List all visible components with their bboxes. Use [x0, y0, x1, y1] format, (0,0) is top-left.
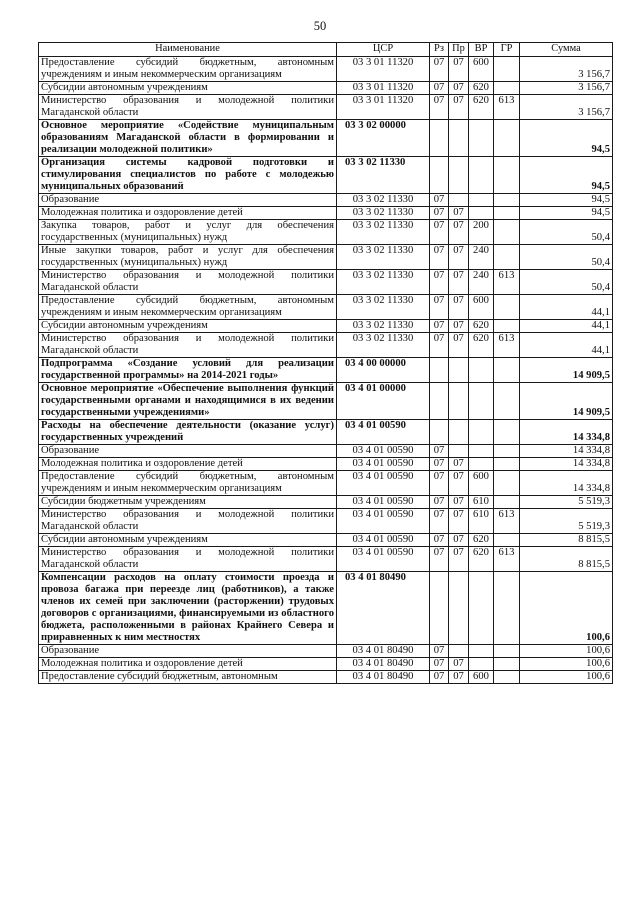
table-header-row: [39, 43, 613, 57]
cell-csr: 03 3 02 11330: [337, 320, 430, 333]
cell-gr: [494, 120, 520, 157]
cell-name: Расходы на обеспечение деятельности (оказание услуг) государственных учреждений: [39, 420, 337, 445]
cell-vr: 600: [469, 471, 494, 496]
cell-name: Предоставление субсидий бюджетным, автономным учреждениям и иным некоммерческим организациям: [39, 471, 337, 496]
cell-name: Министерство образования и молодежной политики Магаданской области: [39, 333, 337, 358]
cell-rz: 07: [430, 245, 449, 270]
cell-name: Субсидии автономным учреждениям: [39, 534, 337, 547]
cell-csr: 03 3 02 11330: [337, 194, 430, 207]
cell-pr: 07: [449, 320, 469, 333]
cell-csr: 03 4 01 00590: [337, 547, 430, 572]
cell-csr: 03 3 02 11330: [337, 220, 430, 245]
cell-gr: [494, 458, 520, 471]
cell-gr: [494, 445, 520, 458]
cell-csr: 03 3 02 11330: [337, 333, 430, 358]
cell-name: Образование: [39, 445, 337, 458]
table-row: [39, 120, 613, 157]
cell-rz: 07: [430, 220, 449, 245]
table-row: [39, 270, 613, 295]
cell-pr: 07: [449, 496, 469, 509]
cell-csr: 03 4 01 00590: [337, 509, 430, 534]
cell-name: Предоставление субсидий бюджетным, автономным учреждениям и иным некоммерческим организациям: [39, 57, 337, 82]
cell-vr: [469, 645, 494, 658]
cell-csr: 03 4 01 80490: [337, 671, 430, 684]
cell-sum: 14 334,8: [520, 445, 613, 458]
table-row: [39, 383, 613, 420]
cell-rz: 07: [430, 82, 449, 95]
header-gr: ГР: [494, 43, 520, 57]
cell-vr: [469, 458, 494, 471]
cell-sum: 100,6: [520, 671, 613, 684]
header-csr: ЦСР: [337, 43, 430, 57]
cell-rz: [430, 572, 449, 645]
cell-rz: 07: [430, 320, 449, 333]
header-sum: Сумма: [520, 43, 613, 57]
cell-pr: [449, 383, 469, 420]
cell-rz: 07: [430, 471, 449, 496]
cell-sum: 14 334,8: [520, 420, 613, 445]
cell-vr: [469, 194, 494, 207]
cell-gr: [494, 82, 520, 95]
cell-pr: 07: [449, 207, 469, 220]
header-rz: Рз: [430, 43, 449, 57]
cell-gr: [494, 57, 520, 82]
cell-sum: 14 334,8: [520, 471, 613, 496]
cell-csr: 03 4 01 00590: [337, 420, 430, 445]
cell-rz: [430, 120, 449, 157]
cell-sum: 5 519,3: [520, 509, 613, 534]
cell-pr: 07: [449, 471, 469, 496]
cell-name: Подпрограмма «Создание условий для реализации государственной программы» на 2014-2021 годы»: [39, 358, 337, 383]
table-row: [39, 57, 613, 82]
cell-csr: 03 3 02 00000: [337, 120, 430, 157]
cell-sum: 94,5: [520, 157, 613, 194]
cell-rz: 07: [430, 534, 449, 547]
table-row: [39, 496, 613, 509]
cell-rz: [430, 358, 449, 383]
cell-gr: [494, 295, 520, 320]
cell-sum: 14 909,5: [520, 383, 613, 420]
cell-vr: 240: [469, 245, 494, 270]
cell-vr: 240: [469, 270, 494, 295]
cell-rz: 07: [430, 547, 449, 572]
cell-rz: 07: [430, 496, 449, 509]
cell-vr: 610: [469, 509, 494, 534]
cell-name: Закупка товаров, работ и услуг для обеспечения государственных (муниципальных) нужд: [39, 220, 337, 245]
cell-name: Министерство образования и молодежной политики Магаданской области: [39, 270, 337, 295]
cell-rz: 07: [430, 207, 449, 220]
cell-gr: [494, 658, 520, 671]
table-row: [39, 458, 613, 471]
table-row: [39, 207, 613, 220]
cell-sum: 44,1: [520, 295, 613, 320]
table-row: [39, 245, 613, 270]
cell-name: Министерство образования и молодежной политики Магаданской области: [39, 509, 337, 534]
table-row: [39, 157, 613, 194]
cell-name: Субсидии автономным учреждениям: [39, 82, 337, 95]
cell-sum: 94,5: [520, 207, 613, 220]
cell-pr: [449, 645, 469, 658]
cell-gr: [494, 420, 520, 445]
cell-vr: [469, 358, 494, 383]
cell-sum: 3 156,7: [520, 57, 613, 82]
table-row: [39, 295, 613, 320]
cell-csr: 03 3 01 11320: [337, 82, 430, 95]
cell-sum: 100,6: [520, 658, 613, 671]
table-row: [39, 509, 613, 534]
cell-rz: 07: [430, 333, 449, 358]
cell-vr: [469, 420, 494, 445]
table-row: [39, 333, 613, 358]
table-row: [39, 471, 613, 496]
cell-rz: 07: [430, 658, 449, 671]
cell-csr: 03 4 01 80490: [337, 572, 430, 645]
cell-pr: [449, 420, 469, 445]
header-vr: ВР: [469, 43, 494, 57]
cell-vr: 600: [469, 57, 494, 82]
table-row: [39, 658, 613, 671]
cell-gr: [494, 220, 520, 245]
cell-name: Предоставление субсидий бюджетным, автономным учреждениям и иным некоммерческим организациям: [39, 295, 337, 320]
cell-name: Образование: [39, 645, 337, 658]
cell-sum: 5 519,3: [520, 496, 613, 509]
cell-gr: [494, 194, 520, 207]
cell-name: Молодежная политика и оздоровление детей: [39, 458, 337, 471]
cell-vr: [469, 658, 494, 671]
cell-vr: 620: [469, 320, 494, 333]
cell-gr: 613: [494, 333, 520, 358]
cell-gr: 613: [494, 509, 520, 534]
cell-csr: 03 4 01 00590: [337, 534, 430, 547]
cell-csr: 03 4 01 00590: [337, 471, 430, 496]
cell-rz: [430, 420, 449, 445]
cell-vr: 620: [469, 95, 494, 120]
table-row: [39, 82, 613, 95]
cell-pr: 07: [449, 245, 469, 270]
cell-rz: 07: [430, 645, 449, 658]
cell-vr: [469, 445, 494, 458]
cell-vr: 600: [469, 295, 494, 320]
cell-sum: 3 156,7: [520, 95, 613, 120]
cell-sum: 94,5: [520, 194, 613, 207]
cell-gr: [494, 671, 520, 684]
cell-rz: 07: [430, 671, 449, 684]
cell-vr: [469, 207, 494, 220]
cell-rz: 07: [430, 445, 449, 458]
cell-sum: 50,4: [520, 220, 613, 245]
cell-name: Компенсации расходов на оплату стоимости проезда и провоза багажа при переезде лиц (работников), а также членов их семей при заключении (расторжении) трудовых договоров с организациями, финансируемыми из областного бюджета, расположенными в районах Крайнего Севера и приравненных к ним местностях: [39, 572, 337, 645]
table-row: [39, 645, 613, 658]
cell-gr: 613: [494, 95, 520, 120]
cell-gr: 613: [494, 547, 520, 572]
cell-csr: 03 4 01 80490: [337, 658, 430, 671]
cell-name: Образование: [39, 194, 337, 207]
cell-pr: 07: [449, 95, 469, 120]
header-name: Наименование: [39, 43, 337, 57]
cell-gr: [494, 383, 520, 420]
cell-name: Министерство образования и молодежной политики Магаданской области: [39, 95, 337, 120]
cell-sum: 100,6: [520, 645, 613, 658]
cell-pr: 07: [449, 295, 469, 320]
table-row: [39, 194, 613, 207]
cell-pr: 07: [449, 509, 469, 534]
cell-pr: 07: [449, 534, 469, 547]
cell-sum: 94,5: [520, 120, 613, 157]
table-row: [39, 358, 613, 383]
cell-vr: [469, 157, 494, 194]
cell-pr: 07: [449, 220, 469, 245]
cell-csr: 03 4 01 80490: [337, 645, 430, 658]
table-row: [39, 534, 613, 547]
budget-table: [38, 42, 613, 684]
cell-sum: 14 334,8: [520, 458, 613, 471]
cell-sum: 44,1: [520, 333, 613, 358]
table-row: [39, 572, 613, 645]
cell-pr: 07: [449, 57, 469, 82]
cell-rz: [430, 157, 449, 194]
cell-pr: 07: [449, 82, 469, 95]
cell-vr: 620: [469, 534, 494, 547]
cell-sum: 44,1: [520, 320, 613, 333]
cell-csr: 03 4 00 00000: [337, 358, 430, 383]
cell-csr: 03 3 02 11330: [337, 270, 430, 295]
cell-gr: [494, 645, 520, 658]
cell-gr: [494, 245, 520, 270]
cell-pr: [449, 194, 469, 207]
cell-csr: 03 4 01 00000: [337, 383, 430, 420]
cell-rz: 07: [430, 295, 449, 320]
cell-gr: [494, 534, 520, 547]
cell-name: Иные закупки товаров, работ и услуг для обеспечения государственных (муниципальных) нужд: [39, 245, 337, 270]
cell-pr: 07: [449, 547, 469, 572]
cell-sum: 8 815,5: [520, 547, 613, 572]
cell-pr: 07: [449, 458, 469, 471]
table-row: [39, 320, 613, 333]
cell-name: Министерство образования и молодежной политики Магаданской области: [39, 547, 337, 572]
cell-name: Субсидии автономным учреждениям: [39, 320, 337, 333]
cell-pr: [449, 120, 469, 157]
cell-rz: 07: [430, 458, 449, 471]
cell-vr: 620: [469, 333, 494, 358]
cell-name: Основное мероприятие «Обеспечение выполнения функций государственными органами и находящимися в их ведении государственными учреждениями»: [39, 383, 337, 420]
cell-rz: 07: [430, 57, 449, 82]
cell-name: Предоставление субсидий бюджетным, автономным: [39, 671, 337, 684]
cell-gr: [494, 471, 520, 496]
cell-gr: [494, 572, 520, 645]
table-row: [39, 445, 613, 458]
cell-sum: 14 909,5: [520, 358, 613, 383]
cell-vr: [469, 572, 494, 645]
cell-pr: 07: [449, 658, 469, 671]
cell-name: Организация системы кадровой подготовки и стимулирования специалистов по работе с молодежью муниципальных образований: [39, 157, 337, 194]
cell-pr: 07: [449, 333, 469, 358]
table-row: [39, 547, 613, 572]
cell-csr: 03 4 01 00590: [337, 496, 430, 509]
table-row: [39, 95, 613, 120]
cell-csr: 03 3 02 11330: [337, 295, 430, 320]
cell-csr: 03 4 01 00590: [337, 445, 430, 458]
cell-pr: 07: [449, 671, 469, 684]
cell-csr: 03 3 02 11330: [337, 207, 430, 220]
cell-rz: 07: [430, 95, 449, 120]
cell-name: Субсидии бюджетным учреждениям: [39, 496, 337, 509]
cell-sum: 50,4: [520, 245, 613, 270]
cell-name: Молодежная политика и оздоровление детей: [39, 207, 337, 220]
page-number: 50: [313, 19, 327, 33]
cell-gr: [494, 320, 520, 333]
table-row: [39, 671, 613, 684]
cell-rz: 07: [430, 194, 449, 207]
cell-pr: 07: [449, 270, 469, 295]
cell-gr: [494, 207, 520, 220]
cell-sum: 8 815,5: [520, 534, 613, 547]
cell-csr: 03 3 01 11320: [337, 95, 430, 120]
cell-gr: [494, 358, 520, 383]
cell-name: Основное мероприятие «Содействие муниципальным образованиям Магаданской области в формировании и реализации молодежной политики»: [39, 120, 337, 157]
cell-rz: [430, 383, 449, 420]
cell-vr: 620: [469, 82, 494, 95]
cell-pr: [449, 358, 469, 383]
header-pr: Пр: [449, 43, 469, 57]
cell-vr: 600: [469, 671, 494, 684]
cell-vr: [469, 383, 494, 420]
cell-rz: 07: [430, 270, 449, 295]
cell-csr: 03 4 01 00590: [337, 458, 430, 471]
cell-vr: 620: [469, 547, 494, 572]
cell-sum: 3 156,7: [520, 82, 613, 95]
cell-csr: 03 3 02 11330: [337, 157, 430, 194]
table-row: [39, 220, 613, 245]
cell-csr: 03 3 02 11330: [337, 245, 430, 270]
cell-rz: 07: [430, 509, 449, 534]
cell-pr: [449, 572, 469, 645]
cell-vr: 610: [469, 496, 494, 509]
table-row: [39, 420, 613, 445]
cell-csr: 03 3 01 11320: [337, 57, 430, 82]
cell-vr: [469, 120, 494, 157]
cell-sum: 100,6: [520, 572, 613, 645]
cell-gr: 613: [494, 270, 520, 295]
cell-sum: 50,4: [520, 270, 613, 295]
cell-vr: 200: [469, 220, 494, 245]
cell-gr: [494, 496, 520, 509]
cell-name: Молодежная политика и оздоровление детей: [39, 658, 337, 671]
cell-gr: [494, 157, 520, 194]
cell-pr: [449, 157, 469, 194]
cell-pr: [449, 445, 469, 458]
